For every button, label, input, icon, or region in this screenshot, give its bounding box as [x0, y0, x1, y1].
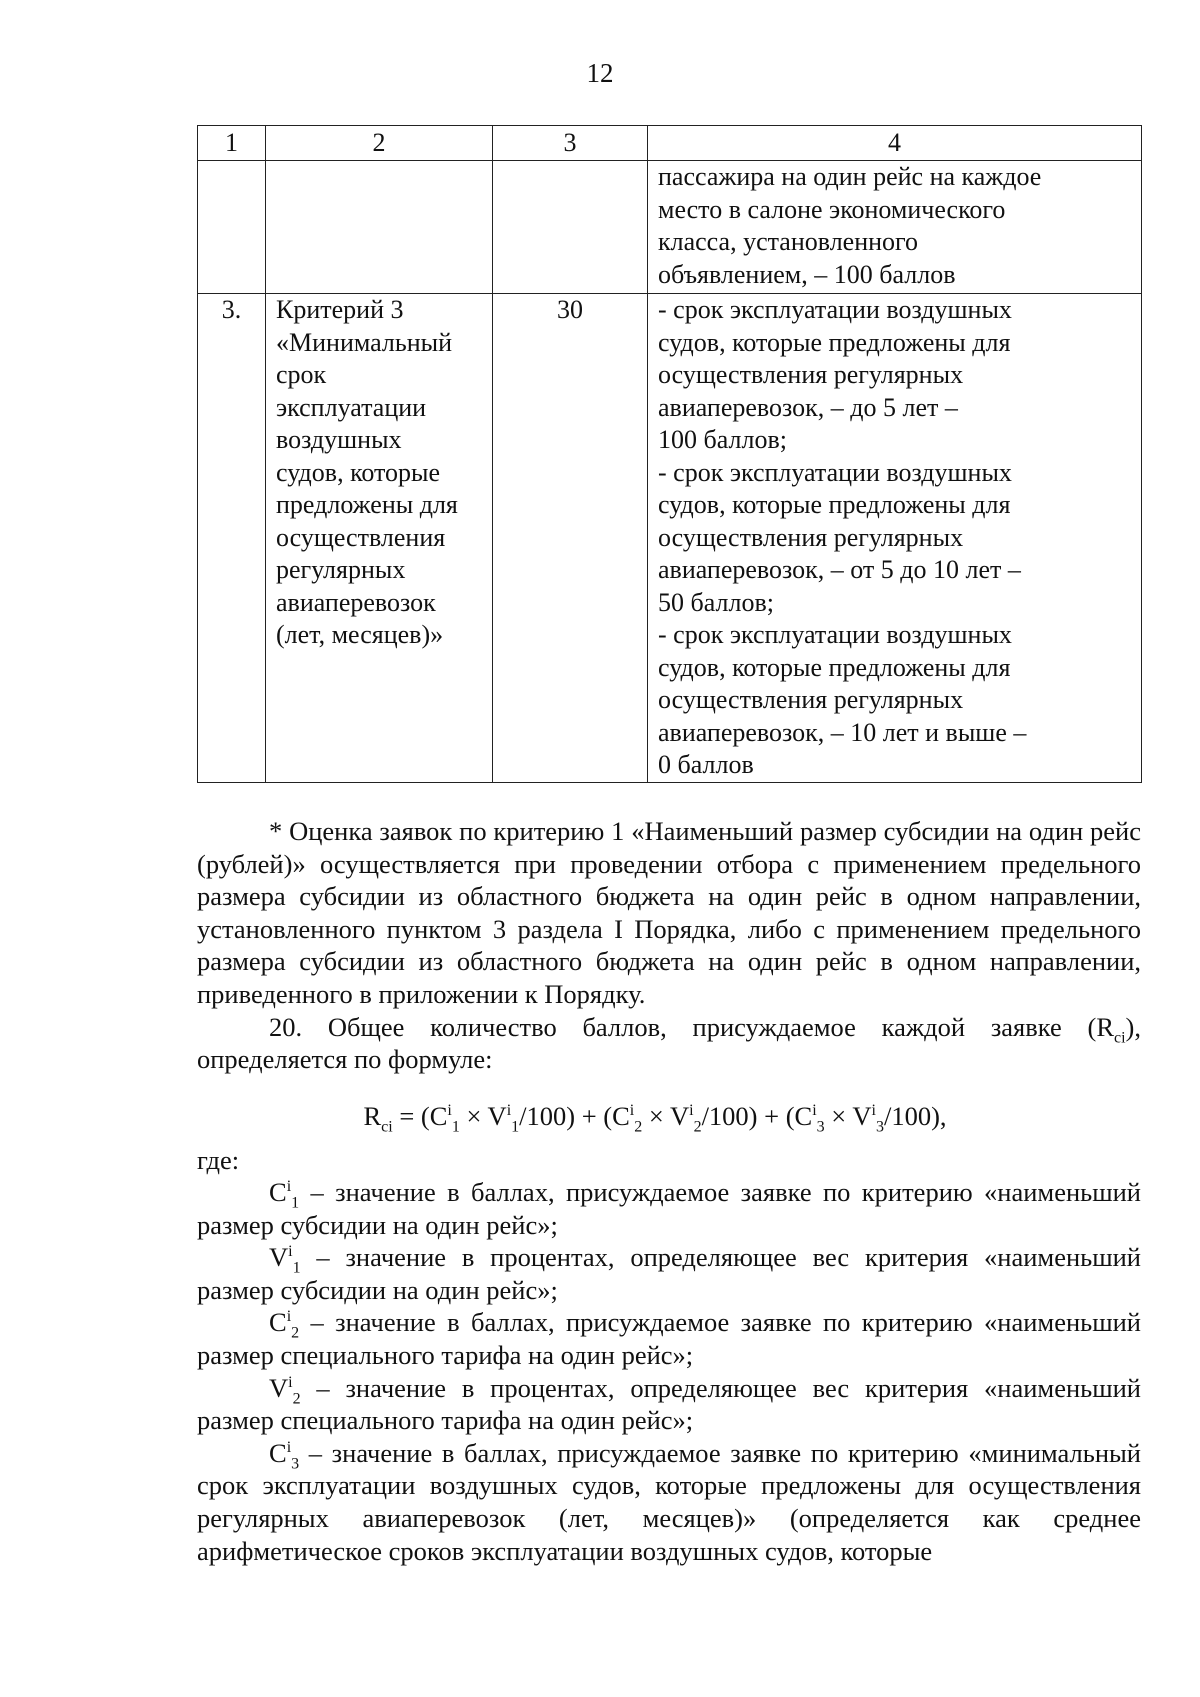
definition-superscript: i — [286, 1178, 292, 1196]
cell-text-line: - срок эксплуатации воздушных — [658, 620, 1012, 649]
cell-text-line: 100 баллов; — [658, 425, 787, 454]
cell-text-line: судов, которые предложены для — [658, 327, 1011, 357]
definition-text: – значение в баллах, присуждаемое заявке по критерию «наименьший размер субсидии на один рейс»; — [197, 1177, 1141, 1240]
criteria-table — [197, 125, 1142, 783]
cell-text-line: авиаперевозок, – 10 лет и выше – — [658, 717, 1027, 747]
cell-text-line: судов, которые — [276, 457, 441, 487]
table-row-criterion-3 — [198, 294, 1142, 783]
definition-item — [197, 1437, 1141, 1567]
cell-text-line: «Минимальный — [276, 327, 453, 357]
definition-superscript: i — [288, 1243, 293, 1261]
column-header: 2 — [266, 126, 493, 161]
definition-symbol: V — [269, 1242, 289, 1273]
cell-text-line: - срок эксплуатации воздушных — [658, 295, 1012, 324]
definitions-block — [197, 1176, 1141, 1567]
cell-text-line: 0 баллов — [658, 750, 754, 779]
cell-text-line: авиаперевозок, – от 5 до 10 лет – — [658, 555, 1021, 584]
cell-text-line: - срок эксплуатации воздушных — [658, 457, 1012, 487]
cell-text-line: осуществления регулярных — [658, 685, 964, 714]
table-cell-empty — [198, 161, 266, 294]
table-cell-empty — [493, 161, 648, 294]
definition-superscript: i — [286, 1438, 292, 1456]
definition-item — [197, 1241, 1141, 1306]
cell-text-line: судов, которые предложены для — [658, 652, 1011, 682]
footnote-note: * Оценка заявок по критерию 1 «Наименьший размер субсидии на один рейс (рублей)» осуществляется при проведении отбора с применением предельного размера субсидии из областного бюджета на один рейс в одном направлении, установленного пунктом 3 раздела I Порядка, либо с применением предельного размера субсидии из областного бюджета на один рейс в одном направлении, приведенного в приложении к Порядку. — [197, 816, 1141, 1009]
cell-text-line: судов, которые предложены для — [658, 490, 1011, 519]
cell-text-line: срок — [276, 360, 327, 389]
definition-symbol: C — [269, 1177, 287, 1207]
cell-text-line: воздушных — [276, 425, 402, 454]
cell-text-line: предложены для — [276, 490, 458, 519]
cell-text-line: эксплуатации — [276, 392, 427, 422]
table-header-row — [198, 126, 1142, 161]
cell-text-line: (лет, месяцев)» — [276, 620, 444, 649]
cell-text-line: класса, установленного — [658, 227, 919, 256]
page-number: 12 — [586, 58, 614, 88]
paragraph-20 — [197, 1011, 1141, 1076]
scoring-formula — [0, 1100, 1200, 1136]
table-cell-scoring — [648, 161, 1142, 294]
cell-text-line: авиаперевозок, – до 5 лет – — [658, 392, 958, 422]
paragraph-20-text: 20. Общее количество баллов, присуждаемое каждой заявке (R — [269, 1011, 1114, 1042]
column-header: 1 — [198, 126, 266, 161]
definition-superscript: i — [286, 1308, 292, 1326]
where-label: где: — [197, 1145, 240, 1175]
definition-subscript: 1 — [291, 1194, 300, 1212]
table-cell-empty — [266, 161, 493, 294]
definition-text: – значение в процентах, определяющее вес критерия «наименьший размер субсидии на один рейс»; — [197, 1242, 1141, 1305]
cell-text-line: осуществления регулярных — [658, 360, 964, 389]
formula-rendered: $R_{ci} = (C^i_1 \times V^i_1/100) + (C^i_2 \times V^i_2/100) + (C^i_3 \times V^i_3/100)$, — [363, 1101, 947, 1136]
paragraph-20-subscript: ci — [1114, 1028, 1126, 1046]
definition-symbol: V — [269, 1372, 289, 1403]
column-header: 4 — [648, 126, 1142, 161]
definition-subscript: 2 — [291, 1324, 300, 1342]
cell-text-line: регулярных — [276, 555, 406, 584]
definition-text: – значение в баллах, присуждаемое заявке по критерию «наименьший размер специального тарифа на один рейс»; — [197, 1307, 1141, 1370]
definition-superscript: i — [288, 1373, 293, 1391]
paragraph-20-text-end: ), определяется по формуле: — [197, 1011, 1141, 1075]
definition-text: – значение в баллах, присуждаемое заявке по критерию «минимальный срок эксплуатации воздушных судов, которые предложены для осуществления регулярных авиаперевозок (лет, месяцев)» (определяется как среднее арифметическое сроков эксплуатации воздушных судов, которые — [197, 1437, 1141, 1566]
definition-subscript: 2 — [292, 1389, 301, 1407]
cell-text-line: осуществления — [276, 522, 446, 552]
cell-text-line: пассажира на один рейс на каждое — [658, 162, 1042, 191]
row-number: 3. — [198, 294, 266, 783]
cell-text-line: место в салоне экономического — [658, 194, 1006, 224]
definition-symbol: C — [269, 1307, 287, 1338]
cell-text-line: Критерий 3 — [276, 295, 404, 324]
footnote-block — [197, 815, 1141, 1076]
cell-text-line: авиаперевозок — [276, 587, 436, 617]
table-row-continuation — [198, 161, 1142, 294]
definition-subscript: 1 — [292, 1259, 301, 1277]
definition-item — [197, 1306, 1141, 1371]
criterion-name — [266, 294, 493, 783]
criterion-weight: 30 — [493, 294, 648, 783]
column-header: 3 — [493, 126, 648, 161]
definition-item — [197, 1176, 1141, 1241]
criterion-scoring — [648, 294, 1142, 783]
definition-symbol: C — [269, 1437, 287, 1468]
cell-text-line: объявлением, – 100 баллов — [658, 259, 956, 289]
cell-text-line: 50 баллов; — [658, 587, 774, 617]
definition-subscript: 3 — [291, 1455, 300, 1473]
definition-text: – значение в процентах, определяющее вес критерия «наименьший размер специального тарифа на один рейс»; — [197, 1372, 1141, 1436]
cell-text-line: осуществления регулярных — [658, 522, 964, 552]
definition-item — [197, 1372, 1141, 1437]
